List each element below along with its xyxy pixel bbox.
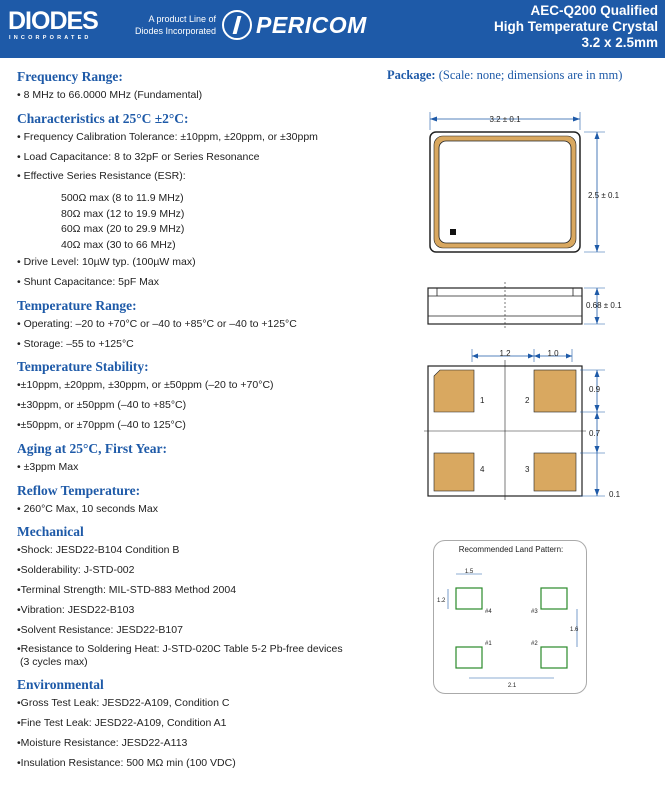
spec-item: •±30ppm, or ±50ppm (–40 to +85°C) — [17, 399, 187, 412]
header-banner — [0, 0, 665, 58]
land-pad-4 — [456, 588, 482, 609]
spec-item: •Insulation Resistance: 500 MΩ min (100 VDC) — [17, 756, 236, 769]
pericom-logo: PERICOM — [256, 12, 367, 38]
spec-item-continued: (3 cycles max) — [20, 656, 88, 669]
land-pad-3 — [541, 588, 567, 609]
section-title-temp-stability: Temperature Stability: — [17, 359, 149, 375]
section-title-environmental: Environmental — [17, 677, 104, 693]
section-title-mechanical: Mechanical — [17, 524, 84, 540]
product-line-text — [132, 13, 216, 37]
spec-item: •Moisture Resistance: JESD22-A113 — [17, 736, 188, 749]
spec-item: •Resistance to Soldering Heat: J-STD-020C Table 5-2 Pb-free devices — [17, 643, 343, 656]
section-title-characteristics: Characteristics at 25°C ±2°C: — [17, 110, 189, 126]
bottom-view — [424, 349, 621, 500]
pad-3 — [534, 453, 576, 491]
header-title-3: 3.2 x 2.5mm — [581, 35, 658, 50]
dim-pad-w1-label: 1.2 — [499, 349, 511, 358]
land-dim-h: 1.2 — [437, 598, 446, 604]
land-pin-1: #1 — [485, 641, 492, 647]
esr-value: 60Ω max (20 to 29.9 MHz) — [61, 223, 185, 236]
pin1-marker — [450, 229, 456, 235]
land-pattern-title: Recommended Land Pattern: — [458, 545, 564, 554]
spec-item: • Operating: –20 to +70°C or –40 to +85°C or –40 to +125°C — [17, 317, 297, 330]
pin-label-1: 1 — [480, 396, 485, 405]
spec-item: •Gross Test Leak: JESD22-A109, Condition C — [17, 697, 230, 710]
land-pin-4: #4 — [485, 609, 492, 615]
spec-item: •Shock: JESD22-B104 Condition B — [17, 544, 180, 557]
spec-item: • 8 MHz to 66.0000 MHz (Fundamental) — [17, 89, 203, 101]
land-dim-x: 2.1 — [507, 683, 517, 689]
spec-item: •Fine Test Leak: JESD22-A109, Condition A1 — [17, 717, 227, 730]
dim-edge-label: 0.1 — [609, 490, 621, 499]
land-pin-2: #2 — [531, 641, 538, 647]
land-pin-3: #3 — [531, 609, 538, 615]
header-title-2: High Temperature Crystal — [493, 19, 658, 34]
land-dim-w: 1.5 — [464, 569, 474, 575]
pin-label-4: 4 — [480, 465, 485, 474]
diodes-logo: DIODES — [8, 7, 98, 35]
dim-gap-label: 0.7 — [589, 429, 601, 438]
pericom-logo-icon — [222, 10, 252, 40]
dim-pad-h-label: 0.9 — [589, 385, 601, 394]
section-title-temp-range: Temperature Range: — [17, 297, 137, 313]
land-pad-1 — [456, 647, 482, 668]
land-dim-v: 1.6 — [570, 627, 579, 633]
product-line-2: Diodes Incorporated — [134, 26, 216, 36]
side-view — [428, 282, 622, 330]
specs-column — [17, 68, 377, 774]
spec-item: • Drive Level: 10µW typ. (100µW max) — [17, 256, 196, 269]
spec-item: • Frequency Calibration Tolerance: ±10ppm, ±20ppm, or ±30ppm — [17, 130, 318, 143]
package-title — [387, 68, 622, 83]
pad-2 — [534, 370, 576, 412]
header-titles — [494, 3, 658, 51]
spec-item: • Load Capacitance: 8 to 32pF or Series Resonance — [17, 150, 260, 163]
spec-item: • Storage: –55 to +125°C — [17, 337, 134, 350]
spec-item: • ±3ppm Max — [17, 460, 79, 473]
land-pattern-drawing — [434, 541, 588, 695]
dim-thickness-label: 0.68 ± 0.1 — [586, 301, 622, 310]
esr-value: 500Ω max (8 to 11.9 MHz) — [61, 192, 184, 205]
esr-value: 80Ω max (12 to 19.9 MHz) — [61, 207, 185, 220]
pin-label-3: 3 — [525, 465, 530, 474]
land-pattern-panel — [433, 540, 587, 694]
package-title-note: (Scale: none; dimensions are in mm) — [435, 68, 623, 82]
lid — [439, 141, 571, 243]
spec-item: •Vibration: JESD22-B103 — [17, 603, 135, 616]
dim-pad-w2-label: 1.0 — [547, 349, 559, 358]
spec-item: •±50ppm, or ±70ppm (–40 to 125°C) — [17, 418, 186, 431]
spec-item: • Effective Series Resistance (ESR): — [17, 170, 186, 183]
package-title-bold: Package: — [387, 68, 436, 82]
top-view — [430, 112, 620, 252]
spec-item: •Solderability: J-STD-002 — [17, 564, 135, 577]
esr-value: 40Ω max (30 to 66 MHz) — [61, 238, 176, 251]
spec-item: •±10ppm, ±20ppm, ±30ppm, or ±50ppm (–20 to +70°C) — [17, 379, 274, 392]
product-line-1: A product Line of — [148, 14, 216, 24]
spec-item: •Solvent Resistance: JESD22-B107 — [17, 623, 183, 636]
pin-label-2: 2 — [525, 396, 530, 405]
header-title-1: AEC-Q200 Qualified — [530, 3, 658, 18]
pad-4 — [434, 453, 474, 491]
land-pad-2 — [541, 647, 567, 668]
diodes-logo-subtitle: INCORPORATED — [9, 35, 92, 41]
section-title-aging: Aging at 25°C, First Year: — [17, 440, 167, 456]
spec-item: • 260°C Max, 10 seconds Max — [17, 502, 158, 515]
package-drawing — [410, 100, 640, 520]
spec-item: • Shunt Capacitance: 5pF Max — [17, 275, 160, 288]
spec-item: •Terminal Strength: MIL-STD-883 Method 2004 — [17, 583, 237, 596]
dim-height-label: 2.5 ± 0.1 — [588, 191, 620, 200]
pad-1 — [434, 370, 474, 412]
section-title-frequency: Frequency Range: — [17, 69, 123, 84]
section-title-reflow: Reflow Temperature: — [17, 482, 141, 498]
dim-width-label: 3.2 ± 0.1 — [489, 115, 521, 124]
